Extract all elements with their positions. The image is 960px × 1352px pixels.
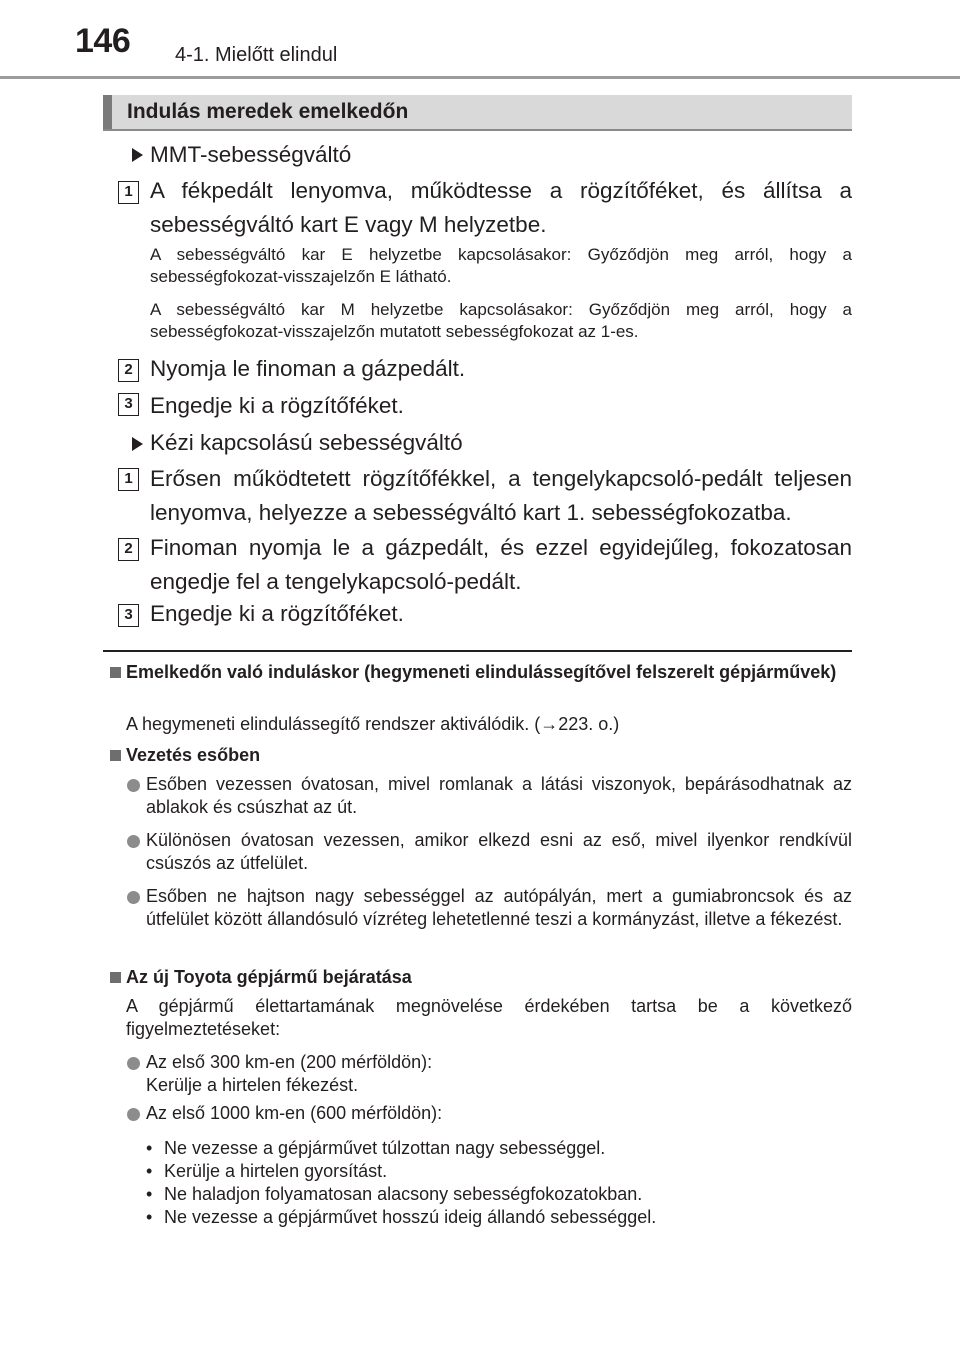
- circle-bullet-icon: [127, 1057, 140, 1070]
- mmt-step-3-text: Engedje ki a rögzítőféket.: [150, 393, 404, 418]
- step-number-3: 3: [118, 393, 139, 416]
- circle-bullet-icon: [127, 779, 140, 792]
- hill-start-heading: Emelkedőn való induláskor (hegymeneti elindulássegítővel felszerelt gépjárművek): [126, 662, 837, 682]
- header-divider: [0, 76, 960, 79]
- rain-item-2: Különösen óvatosan vezessen, amikor elkezd esni az eső, mivel ilyenkor rendkívül csúszós az útfelület.: [146, 830, 852, 873]
- mmt-step-1-note-m: A sebességváltó kar M helyzetbe kapcsolásakor: Győződjön meg arról, hogy a sebességfokozat-visszajelzőn mutatott sebességfokozat az 1-es.: [150, 300, 852, 341]
- mmt-step-1-text: A fékpedált lenyomva, működtesse a rögzítőféket, és állítsa a sebességváltó kart E vagy M helyzetbe.: [150, 178, 852, 237]
- rain-heading: Vezetés esőben: [126, 745, 261, 765]
- manual-step-1-text: Erősen működtetett rögzítőfékkel, a tengelykapcsoló-pedált teljesen lenyomva, helyezze a sebességváltó kart 1. sebességfokozatba.: [150, 466, 852, 525]
- breakin-item-1-line-2: Kerülje a hirtelen fékezést.: [146, 1075, 359, 1095]
- step-number-3: 3: [118, 604, 139, 627]
- section-divider: [103, 650, 852, 652]
- breakin-text: A gépjármű élettartamának megnövelése érdekében tartsa be a következő figyelmeztetéseket:: [126, 996, 852, 1039]
- manual-step-3-text: Engedje ki a rögzítőféket.: [150, 601, 404, 626]
- breakin-heading: Az új Toyota gépjármű bejáratása: [126, 967, 412, 987]
- section-bar-accent: [103, 95, 112, 129]
- breakin-item-1-line-1: Az első 300 km-en (200 mérföldön):: [146, 1052, 433, 1072]
- triangle-bullet-icon: [132, 437, 143, 451]
- square-bullet-icon: [110, 750, 121, 761]
- mmt-step-1-note-e: A sebességváltó kar E helyzetbe kapcsolásakor: Győződjön meg arról, hogy a sebességfokozat-visszajelzőn E látható.: [150, 245, 852, 286]
- page-number: 146: [75, 22, 131, 60]
- section-title: Indulás meredek emelkedőn: [127, 100, 409, 123]
- step-number-2: 2: [118, 359, 139, 382]
- hill-start-text: A hegymeneti elindulássegítő rendszer aktiválódik. (→223. o.): [126, 714, 620, 734]
- circle-bullet-icon: [127, 891, 140, 904]
- list-item: • Ne haladjon folyamatosan alacsony sebességfokozatokban.: [146, 1183, 656, 1206]
- circle-bullet-icon: [127, 835, 140, 848]
- mmt-step-2-text: Nyomja le finoman a gázpedált.: [150, 356, 466, 381]
- list-item: • Ne vezesse a gépjárművet hosszú ideig állandó sebességgel.: [146, 1206, 656, 1229]
- step-number-1: 1: [118, 181, 139, 204]
- manual-heading: Kézi kapcsolású sebességváltó: [150, 430, 463, 455]
- breakin-item-2: Az első 1000 km-en (600 mérföldön):: [146, 1103, 443, 1123]
- mmt-heading: MMT-sebességváltó: [150, 142, 352, 167]
- manual-step-2-text: Finoman nyomja le a gázpedált, és ezzel egyidejűleg, fokozatosan engedje fel a tengelykapcsoló-pedált.: [150, 535, 852, 594]
- breakin-bullet-list: [146, 1137, 656, 1229]
- step-number-2: 2: [118, 538, 139, 561]
- square-bullet-icon: [110, 972, 121, 983]
- chapter-title: 4-1. Mielőtt elindul: [175, 44, 338, 66]
- section-title-bar: [103, 95, 852, 131]
- triangle-bullet-icon: [132, 148, 143, 162]
- list-item: • Kerülje a hirtelen gyorsítást.: [146, 1160, 656, 1183]
- list-item: • Ne vezesse a gépjárművet túlzottan nagy sebességgel.: [146, 1137, 656, 1160]
- circle-bullet-icon: [127, 1108, 140, 1121]
- square-bullet-icon: [110, 667, 121, 678]
- rain-item-1: Esőben vezessen óvatosan, mivel romlanak a látási viszonyok, bepárásodhatnak az ablakok és csúszhat az út.: [146, 774, 852, 817]
- step-number-1: 1: [118, 468, 139, 491]
- rain-item-3: Esőben ne hajtson nagy sebességgel az autópályán, mert a gumiabroncsok és az útfelület között állandósuló vízréteg lehetetlenné teszi a kormányzást, illetve a fékezést.: [146, 886, 852, 929]
